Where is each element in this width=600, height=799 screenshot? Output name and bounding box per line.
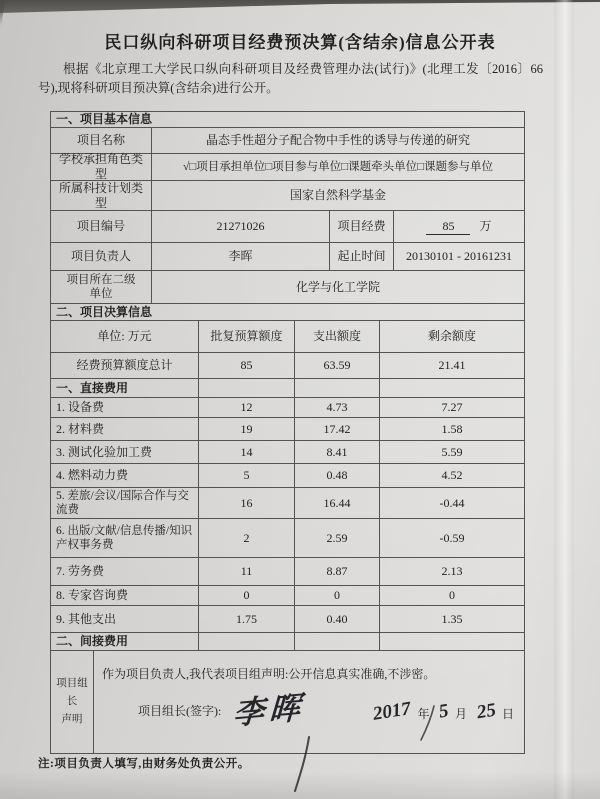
empty-cell [294, 379, 379, 397]
declaration-statement: 作为项目负责人,我代表项目组声明:公开信息真实准确,不涉密。 [102, 667, 436, 681]
department-label: 项目所在二级单位 [66, 273, 136, 300]
budget-item-row [51, 487, 524, 518]
project-funds-value [393, 211, 524, 242]
footnote: 注:项目负责人填写,由财务处负责公开。 [38, 758, 250, 770]
budget-item-approved: 1.75 [198, 606, 294, 632]
total-label: 经费预算额度总计 [76, 358, 173, 372]
department-row [51, 270, 524, 303]
budget-item-spent: 0 [294, 586, 379, 605]
empty-cell [294, 633, 379, 650]
leader-row [51, 242, 524, 270]
project-code-row [51, 210, 524, 242]
role-type-row [51, 153, 524, 180]
budget-item-row [51, 585, 524, 605]
project-name-label: 项目名称 [76, 133, 125, 147]
declaration-row [51, 650, 524, 753]
declaration-label-line2: 声明 [61, 713, 83, 725]
budget-item-remaining: 0 [379, 586, 524, 605]
section2-title: 二、项目决算信息 [56, 304, 153, 319]
signature-line [94, 689, 520, 732]
budget-item-label: 2. 材料费 [56, 421, 105, 436]
declaration-label [51, 651, 93, 753]
budget-item-approved: 0 [198, 586, 294, 605]
funds-unit: 万 [479, 219, 492, 233]
handwritten-date [371, 697, 520, 725]
date-month-suffix: 月 [454, 706, 467, 721]
declaration-content [93, 651, 524, 753]
project-code-label: 项目编号 [76, 219, 125, 233]
date-year-suffix: 年 [417, 706, 430, 721]
section1-title: 一、项目基本信息 [56, 112, 153, 126]
page-title: 民口纵向科研项目经费预决算(含结余)信息公开表 [104, 33, 496, 52]
total-spent: 63.59 [294, 353, 379, 378]
budget-item-row [51, 417, 524, 440]
budget-item-label: 4. 燃料动力费 [56, 468, 129, 482]
budget-item-spent: 2.59 [294, 519, 379, 557]
budget-item-row [51, 557, 524, 585]
intro-paragraph: 根据《北京理工大学民口纵向科研项目及经费管理办法(试行)》(北理工发〔2016〕66号),现将科研项目预决算(含结余)进行公开。 [38, 62, 543, 96]
project-name-value: 晶态手性超分子配合物中手性的诱导与传递的研究 [151, 128, 524, 153]
date-day: 25 [475, 699, 498, 724]
plan-type-row [51, 180, 524, 210]
section2-header-row [51, 303, 524, 320]
budget-item-label: 7. 劳务费 [56, 564, 105, 578]
budget-item-label: 3. 测试化验加工费 [56, 444, 153, 459]
sign-label: 项目组长(签字): [138, 704, 222, 719]
leader-value: 李晖 [151, 243, 329, 270]
section1-header-row [51, 112, 524, 127]
period-label: 起止时间 [329, 243, 393, 270]
budget-item-label: 6. 出版/文献/信息传播/知识产权事务费 [56, 524, 193, 551]
budget-item-approved: 16 [198, 488, 294, 518]
budget-item-spent: 8.87 [294, 558, 379, 585]
budget-item-row [51, 518, 524, 557]
budget-total-row [51, 352, 524, 378]
role-type-value: √□项目承担单位□项目参与单位□课题牵头单位□课题参与单位 [151, 154, 524, 180]
budget-item-spent: 8.41 [294, 441, 379, 463]
col-spent: 支出额度 [294, 321, 379, 352]
unit-header: 单位: 万元 [97, 329, 152, 343]
role-type-label: 学校承担角色类型 [58, 152, 143, 181]
budget-item-label: 9. 其他支出 [56, 611, 117, 626]
direct-costs-header-row [51, 378, 524, 397]
funds-amount: 85 [426, 219, 470, 235]
empty-cell [379, 633, 524, 650]
budget-item-approved: 5 [198, 464, 294, 487]
empty-cell [379, 379, 524, 397]
empty-cell [198, 633, 294, 650]
plan-type-value: 国家自然科学基金 [151, 181, 524, 210]
handwritten-signature: 李晖 [232, 689, 307, 732]
budget-item-approved: 19 [198, 418, 294, 440]
budget-item-remaining: 2.13 [379, 558, 524, 585]
project-name-row [51, 127, 524, 153]
budget-item-row [51, 463, 524, 487]
budget-item-remaining: -0.44 [379, 488, 524, 518]
budget-item-spent: 16.44 [294, 488, 379, 518]
project-funds-label: 项目经费 [329, 211, 393, 242]
total-approved: 85 [198, 353, 294, 378]
budget-item-label: 1. 设备费 [56, 400, 105, 414]
budget-item-spent: 0.48 [294, 464, 379, 487]
budget-item-remaining: -0.59 [379, 519, 524, 557]
budget-item-remaining: 1.58 [379, 418, 524, 440]
budget-item-approved: 11 [198, 558, 294, 585]
col-approved: 批复预算额度 [198, 321, 294, 352]
project-code-value: 21271026 [151, 211, 329, 242]
indirect-costs-header-row [51, 632, 524, 650]
leader-label: 项目负责人 [70, 249, 131, 263]
budget-item-label: 5. 差旅/会议/国际合作与交流费 [56, 489, 189, 516]
period-value: 20130101 - 20161231 [393, 243, 524, 270]
indirect-costs-title: 二、间接费用 [56, 634, 129, 648]
date-month: 5 [437, 700, 451, 723]
budget-item-row [51, 440, 524, 463]
plan-type-label: 所属科技计划类型 [58, 180, 143, 210]
budget-item-label: 8. 专家咨询费 [56, 588, 129, 602]
empty-cell [198, 379, 294, 397]
budget-item-remaining: 4.52 [379, 464, 524, 487]
budget-item-approved: 14 [198, 441, 294, 463]
budget-item-remaining: 7.27 [379, 398, 524, 417]
total-remaining: 21.41 [379, 353, 524, 378]
budget-item-spent: 17.42 [294, 418, 379, 440]
budget-item-row [51, 397, 524, 417]
col-remaining: 剩余额度 [379, 321, 524, 352]
budget-item-approved: 12 [198, 398, 294, 417]
budget-item-remaining: 1.35 [379, 606, 524, 632]
date-day-suffix: 日 [501, 706, 514, 721]
declaration-label-line1: 项目组长 [56, 678, 88, 708]
budget-item-row [51, 605, 524, 632]
date-year: 2017 [371, 697, 413, 725]
budget-item-approved: 2 [198, 519, 294, 557]
budget-item-spent: 0.40 [294, 606, 379, 632]
form-table [50, 111, 525, 754]
budget-item-remaining: 5.59 [379, 441, 524, 463]
department-value: 化学与化工学院 [151, 271, 524, 303]
budget-item-spent: 4.73 [294, 398, 379, 417]
budget-columns-row [51, 320, 524, 352]
direct-costs-title: 一、直接费用 [56, 380, 129, 395]
